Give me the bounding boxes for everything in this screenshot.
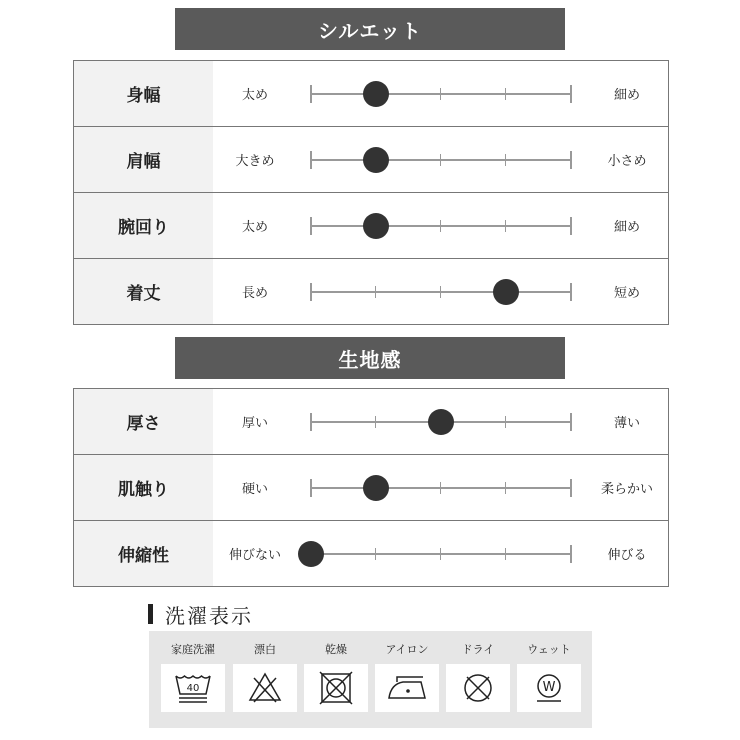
scale-marker xyxy=(298,541,324,567)
scale-tick xyxy=(440,548,441,560)
scale-tick xyxy=(440,154,441,166)
scale-tick xyxy=(570,217,572,235)
iron-low-icon xyxy=(385,670,429,706)
scale-tick xyxy=(310,283,312,301)
wash-40-icon xyxy=(173,670,213,706)
scale-tick xyxy=(570,85,572,103)
rating-scale xyxy=(310,389,572,454)
scale-right-label: 柔らかい xyxy=(600,482,653,497)
scale-tick xyxy=(440,286,441,298)
wet-clean-letter: W xyxy=(542,680,556,695)
scale-tick xyxy=(505,88,506,100)
texture-row-thickness xyxy=(74,389,668,454)
care-item-wet-clean xyxy=(517,631,581,728)
scale-right-label: 細め xyxy=(613,88,640,103)
scale-marker xyxy=(363,213,389,239)
scale-tick xyxy=(310,217,312,235)
scale-tick xyxy=(310,85,312,103)
silhouette-table xyxy=(73,60,669,325)
row-label: 肌触り xyxy=(74,455,213,520)
scale-tick xyxy=(505,154,506,166)
row-label: 着丈 xyxy=(74,259,213,324)
scale-tick xyxy=(570,151,572,169)
care-item-bleach xyxy=(233,631,297,728)
silhouette-row-length xyxy=(74,258,668,324)
scale-marker xyxy=(363,147,389,173)
scale-line xyxy=(310,487,572,489)
silhouette-title: シルエット xyxy=(317,18,423,43)
care-label: ウェット xyxy=(527,643,571,656)
silhouette-row-arm xyxy=(74,192,668,258)
scale-line xyxy=(310,225,572,227)
scale-line xyxy=(310,291,572,293)
scale-tick xyxy=(505,482,506,494)
rating-scale xyxy=(310,455,572,520)
texture-row-stretch xyxy=(74,520,668,586)
row-label: 肩幅 xyxy=(74,127,213,192)
scale-line xyxy=(310,553,572,555)
scale-tick xyxy=(310,151,312,169)
scale-tick xyxy=(505,548,506,560)
scale-line xyxy=(310,159,572,161)
scale-left-label: 太め xyxy=(241,220,268,235)
scale-tick xyxy=(505,220,506,232)
row-label: 身幅 xyxy=(74,61,213,126)
no-tumble-dry-icon xyxy=(316,670,356,706)
scale-tick xyxy=(440,88,441,100)
scale-marker xyxy=(363,475,389,501)
rating-scale xyxy=(310,259,572,324)
scale-tick xyxy=(570,413,572,431)
scale-left-label: 厚い xyxy=(241,416,268,431)
row-label: 厚さ xyxy=(74,389,213,454)
care-label: アイロン xyxy=(385,643,429,656)
scale-tick xyxy=(570,283,572,301)
row-label: 腕回り xyxy=(74,193,213,258)
rating-scale xyxy=(310,61,572,126)
scale-tick xyxy=(310,413,312,431)
care-label: 漂白 xyxy=(254,643,276,656)
rating-scale xyxy=(310,521,572,586)
scale-right-label: 伸びる xyxy=(607,548,647,563)
texture-table xyxy=(73,388,669,587)
scale-left-label: 長め xyxy=(241,286,268,301)
scale-left-label: 硬い xyxy=(241,482,268,497)
scale-marker xyxy=(428,409,454,435)
care-label: 家庭洗濯 xyxy=(171,643,215,656)
scale-right-label: 小さめ xyxy=(607,154,647,169)
texture-title: 生地感 xyxy=(338,347,402,372)
care-label: 乾燥 xyxy=(325,643,347,656)
silhouette-header xyxy=(175,8,565,50)
scale-tick xyxy=(570,545,572,563)
scale-tick xyxy=(440,482,441,494)
scale-line xyxy=(310,93,572,95)
care-symbols-panel xyxy=(149,631,592,728)
no-bleach-icon xyxy=(245,670,285,706)
silhouette-row-width xyxy=(74,61,668,126)
texture-row-feel xyxy=(74,454,668,520)
wash-temperature: 40 xyxy=(186,683,200,694)
scale-tick xyxy=(505,416,506,428)
care-item-home-wash xyxy=(161,631,225,728)
scale-right-label: 薄い xyxy=(613,416,640,431)
care-item-iron xyxy=(375,631,439,728)
care-section-title xyxy=(148,600,253,628)
title-bar-decoration xyxy=(148,604,153,624)
scale-left-label: 伸びない xyxy=(228,548,281,563)
scale-right-label: 短め xyxy=(613,286,640,301)
no-dry-clean-icon xyxy=(458,670,498,706)
scale-left-label: 大きめ xyxy=(235,154,275,169)
rating-scale xyxy=(310,193,572,258)
scale-tick xyxy=(375,548,376,560)
scale-left-label: 太め xyxy=(241,88,268,103)
care-item-dry xyxy=(304,631,368,728)
scale-tick xyxy=(440,220,441,232)
texture-header xyxy=(175,337,565,379)
scale-tick xyxy=(375,416,376,428)
scale-tick xyxy=(310,479,312,497)
silhouette-row-shoulder xyxy=(74,126,668,192)
wet-clean-icon xyxy=(529,670,569,706)
row-label: 伸縮性 xyxy=(74,521,213,586)
rating-scale xyxy=(310,127,572,192)
care-label: ドライ xyxy=(461,643,495,656)
scale-tick xyxy=(570,479,572,497)
care-title-text: 洗濯表示 xyxy=(165,603,253,628)
scale-right-label: 細め xyxy=(613,220,640,235)
scale-tick xyxy=(375,286,376,298)
scale-marker xyxy=(363,81,389,107)
scale-marker xyxy=(493,279,519,305)
care-item-dry-clean xyxy=(446,631,510,728)
